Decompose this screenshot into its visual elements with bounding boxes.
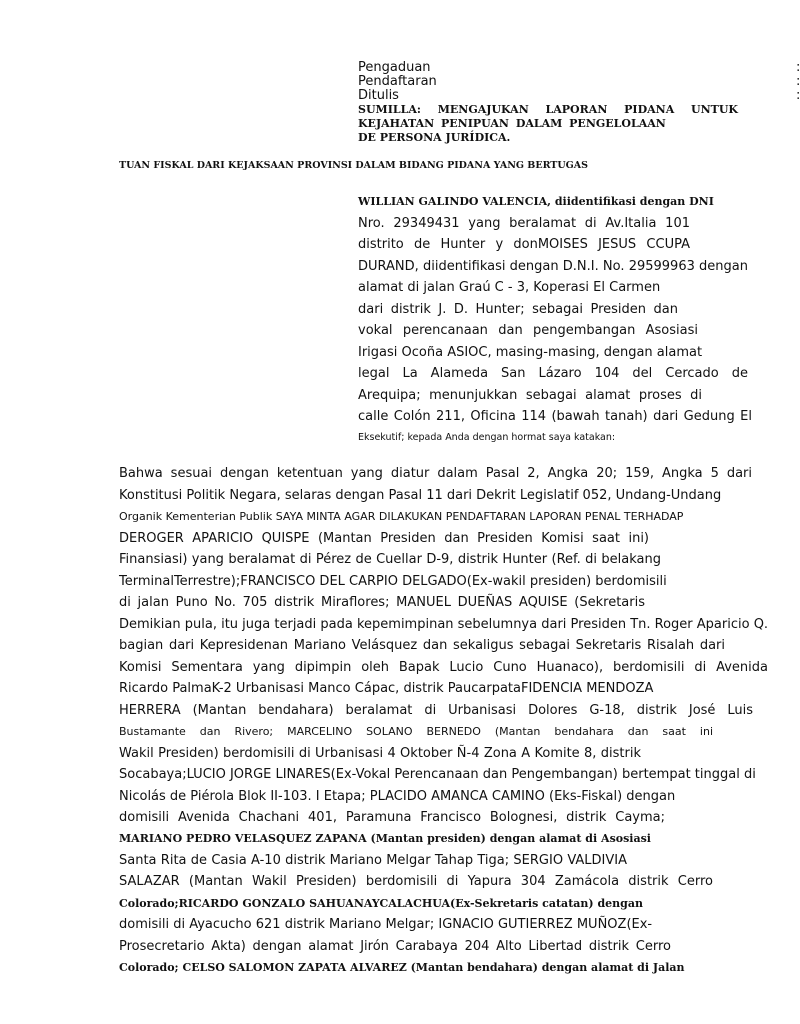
body-line: domisili Avenida Chachani 401, Paramuna Francisco Bolognesi, distrik Cayma; [119,810,665,825]
ditulis-label: Ditulis [358,88,399,103]
ditulis-row [358,88,800,103]
sumilla-line: KEJAHATAN PENIPUAN DALAM PENGELOLAAN [358,117,666,130]
body-line: SALAZAR (Mantan Wakil Presiden) berdomisili di Yapura 304 Zamácola distrik Cerro [119,874,713,889]
body-line: Demikian pula, itu juga terjadi pada kepemimpinan sebelumnya dari Presiden Tn. Roger Aparicio Q. [119,617,769,632]
intro-line: calle Colón 211, Oficina 114 (bawah tanah) dari Gedung El [358,409,752,424]
intro-line: distrito de Hunter y donMOISES JESUS CCUPA [358,237,690,252]
body-line: Nicolás de Piérola Blok II-103. I Etapa; PLACIDO AMANCA CAMINO (Eks-Fiskal) dengan [119,789,676,804]
body-line: Organik Kementerian Publik SAYA MINTA AGAR DILAKUKAN PENDAFTARAN LAPORAN PENAL TERHADAP [119,510,684,523]
pendaftaran-label: Pendaftaran [358,74,437,89]
body-line: Wakil Presiden) berdomisili di Urbanisasi 4 Oktober Ñ-4 Zona A Komite 8, distrik [119,746,641,761]
intro-line: DURAND, diidentifikasi dengan D.N.I. No. 29599963 dengan [358,259,748,274]
body-line: Socabaya;LUCIO JORGE LINARES(Ex-Vokal Perencanaan dan Pengembangan) bertempat tinggal di [119,767,756,782]
body-line: Bahwa sesuai dengan ketentuan yang diatur dalam Pasal 2, Angka 20; 159, Angka 5 dari [119,466,752,481]
body-line: Colorado;RICARDO GONZALO SAHUANAYCALACHUA(Ex-Sekretaris catatan) dengan [119,897,643,910]
intro-line: legal La Alameda San Lázaro 104 del Cercado de [358,366,748,381]
body-line: DEROGER APARICIO QUISPE (Mantan Presiden dan Presiden Komisi saat ini) [119,531,649,546]
body-line: Finansiasi) yang beralamat di Pérez de Cuellar D-9, distrik Hunter (Ref. di belakang [119,552,661,567]
body-line: Ricardo PalmaK-2 Urbanisasi Manco Cápac, distrik PaucarpataFIDENCIA MENDOZA [119,681,654,696]
intro-line: Nro. 29349431 yang beralamat di Av.Italia 101 [358,216,690,231]
intro-line: Irigasi Ocoña ASIOC, masing-masing, dengan alamat [358,345,703,360]
pendaftaran-row [358,74,800,89]
body-line: bagian dari Kepresidenan Mariano Velásquez dan sekaligus sebagai Sekretaris Risalah dari [119,638,725,653]
body-line: Prosecretario Akta) dengan alamat Jirón Carabaya 204 Alto Libertad distrik Cerro [119,939,671,954]
body-line: TerminalTerrestre);FRANCISCO DEL CARPIO DELGADO(Ex-wakil presiden) berdomisili [119,574,667,589]
body-line: Bustamante dan Rivero; MARCELINO SOLANO BERNEDO (Mantan bendahara dan saat ini [119,725,713,738]
intro-line: alamat di jalan Graú C - 3, Koperasi El Carmen [358,280,661,295]
intro-line: Eksekutif; kepada Anda dengan hormat saya katakan: [358,432,616,443]
body-line: Konstitusi Politik Negara, selaras dengan Pasal 11 dari Dekrit Legislatif 052, Undang-Undang [119,488,722,503]
sumilla-line: SUMILLA: MENGAJUKAN LAPORAN PIDANA UNTUK [358,103,738,116]
body-line: di jalan Puno No. 705 distrik Miraflores; MANUEL DUEÑAS AQUISE (Sekretaris [119,595,645,610]
sumilla-line: DE PERSONA JURÍDICA. [358,131,511,144]
body-line: Colorado; CELSO SALOMON ZAPATA ALVAREZ (Mantan bendahara) dengan alamat di Jalan [119,961,685,974]
pengaduan-row [358,60,800,75]
intro-line: vokal perencanaan dan pengembangan Asosiasi [358,323,698,338]
body-line: MARIANO PEDRO VELASQUEZ ZAPANA (Mantan presiden) dengan alamat di Asosiasi [119,832,651,845]
pendaftaran-colon: : [796,74,800,89]
pengaduan-label: Pengaduan [358,60,431,75]
intro-line: WILLIAN GALINDO VALENCIA, diidentifikasi dengan DNI [358,195,714,208]
body-line: Komisi Sementara yang dipimpin oleh Bapak Lucio Cuno Huanaco), berdomisili di Avenida [119,660,768,675]
pengaduan-colon: : [796,60,800,75]
ditulis-colon: : [796,88,800,103]
body-line: Santa Rita de Casia A-10 distrik Mariano Melgar Tahap Tiga; SERGIO VALDIVIA [119,853,627,868]
addressee-heading: TUAN FISKAL DARI KEJAKSAAN PROVINSI DALAM BIDANG PIDANA YANG BERTUGAS [119,160,589,171]
intro-line: dari distrik J. D. Hunter; sebagai Presiden dan [358,302,678,317]
body-line: HERRERA (Mantan bendahara) beralamat di Urbanisasi Dolores G-18, distrik José Luis [119,703,753,718]
intro-line: Arequipa; menunjukkan sebagai alamat proses di [358,388,702,403]
body-line: domisili di Ayacucho 621 distrik Mariano Melgar; IGNACIO GUTIERREZ MUÑOZ(Ex- [119,917,653,932]
